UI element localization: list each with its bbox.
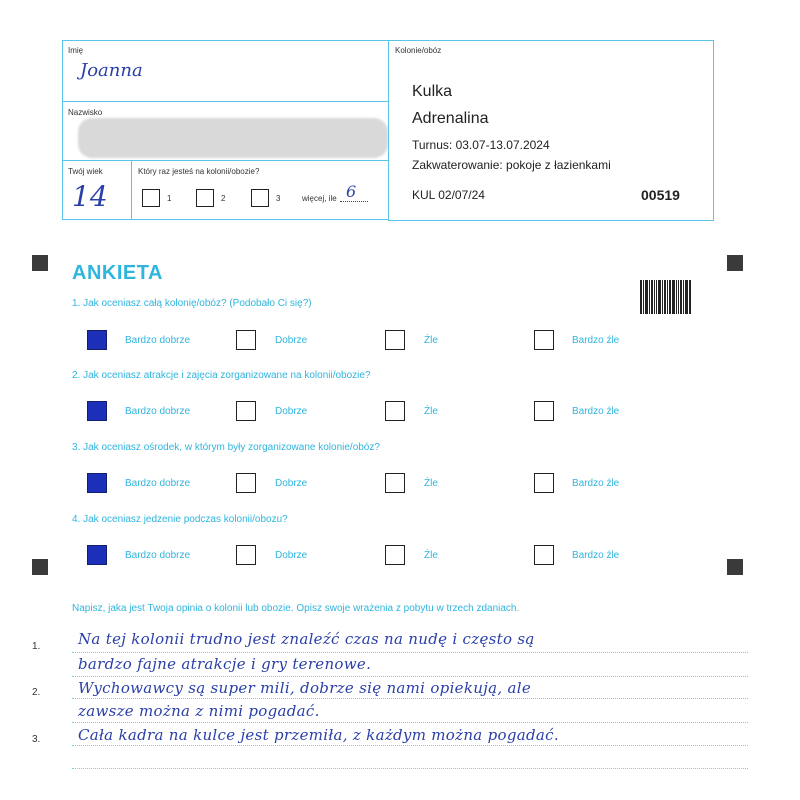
opinion-line-2[interactable]: bardzo fajne atrakcje i gry terenowe. (78, 655, 372, 673)
opinion-instruction: Napisz, jaka jest Twoja opinia o kolonii lub obozie. Opisz swoje wrażenia z pobytu w trzech zdaniach. (72, 603, 520, 614)
q4-option-zle[interactable] (385, 545, 405, 565)
more-dotline (340, 201, 368, 202)
question-2: 2. Jak oceniasz atrakcje i zajęcia zorganizowane na kolonii/obozie? (72, 370, 371, 381)
answer-line (72, 676, 748, 677)
opinion-line-3[interactable]: Wychowawcy są super mili, dobrze się nami opiekują, ale (78, 679, 532, 697)
opinion-line-1[interactable]: Na tej kolonii trudno jest znaleźć czas na nudę i często są (78, 630, 535, 648)
camp-code: KUL 02/07/24 (412, 188, 485, 202)
q3-label-zle: Źle (424, 478, 438, 489)
registration-mark-bottom-right (727, 559, 743, 575)
q1-option-bardzo-dobrze[interactable] (87, 330, 107, 350)
answer-line (72, 652, 748, 653)
q2-option-bardzo-dobrze[interactable] (87, 401, 107, 421)
q4-label-bardzo-zle: Bardzo źle (572, 550, 620, 561)
survey-title: ANKIETA (72, 262, 163, 284)
turnus-dates: Turnus: 03.07-13.07.2024 (412, 138, 550, 152)
q2-option-zle[interactable] (385, 401, 405, 421)
q4-label-zle: Źle (424, 550, 438, 561)
q4-option-dobrze[interactable] (236, 545, 256, 565)
q3-label-bardzo-dobrze: Bardzo dobrze (125, 478, 191, 489)
registration-mark-top-left (32, 255, 48, 271)
q4-option-bardzo-zle[interactable] (534, 545, 554, 565)
registration-mark-top-right (727, 255, 743, 271)
q1-label-zle: Źle (424, 335, 438, 346)
accommodation: Zakwaterowanie: pokoje z łazienkami (412, 158, 611, 172)
age-value[interactable]: 14 (72, 180, 108, 213)
q2-label-dobrze: Dobrze (275, 406, 308, 417)
question-1: 1. Jak oceniasz całą kolonię/obóz? (Podobało Ci się?) (72, 298, 312, 309)
q2-option-bardzo-zle[interactable] (534, 401, 554, 421)
name-value[interactable]: Joanna (80, 60, 143, 81)
opinion-line-5[interactable]: Cała kadra na kulce jest przemiła, z każdym można pogadać. (78, 726, 559, 744)
times-label: Który raz jesteś na kolonii/obozie? (138, 167, 260, 176)
line-number-1: 1. (32, 641, 41, 652)
q3-option-dobrze[interactable] (236, 473, 256, 493)
question-4: 4. Jak oceniasz jedzenie podczas kolonii/obozu? (72, 514, 288, 525)
q2-label-bardzo-dobrze: Bardzo dobrze (125, 406, 191, 417)
q2-label-zle: Źle (424, 406, 438, 417)
q1-label-bardzo-dobrze: Bardzo dobrze (125, 335, 191, 346)
camp-label: Kolonie/obóz (395, 46, 442, 55)
q1-option-dobrze[interactable] (236, 330, 256, 350)
more-value[interactable]: 6 (346, 182, 357, 201)
barcode (640, 280, 694, 314)
more-label: więcej, ile (302, 194, 337, 203)
q1-label-bardzo-zle: Bardzo źle (572, 335, 620, 346)
answer-line (72, 722, 748, 723)
answer-line (72, 768, 748, 769)
answer-line (72, 698, 748, 699)
question-3: 3. Jak oceniasz ośrodek, w którym były zorganizowane kolonie/obóz? (72, 442, 380, 453)
times-checkbox-1[interactable] (142, 189, 160, 207)
camp-name: Kulka (412, 83, 453, 100)
q3-option-bardzo-zle[interactable] (534, 473, 554, 493)
times-option-3: 3 (276, 194, 281, 203)
line-number-2: 2. (32, 687, 41, 698)
q3-label-bardzo-zle: Bardzo źle (572, 478, 620, 489)
q4-label-bardzo-dobrze: Bardzo dobrze (125, 550, 191, 561)
line-number-3: 3. (32, 734, 41, 745)
q1-option-bardzo-zle[interactable] (534, 330, 554, 350)
name-label: Imię (68, 46, 84, 55)
form-number: 00519 (641, 187, 680, 203)
q3-label-dobrze: Dobrze (275, 478, 308, 489)
q2-option-dobrze[interactable] (236, 401, 256, 421)
camp-program: Adrenalina (412, 110, 489, 127)
opinion-line-4[interactable]: zawsze można z nimi pogadać. (78, 702, 320, 720)
q1-label-dobrze: Dobrze (275, 335, 308, 346)
times-option-2: 2 (221, 194, 226, 203)
q3-option-zle[interactable] (385, 473, 405, 493)
registration-mark-bottom-left (32, 559, 48, 575)
q1-option-zle[interactable] (385, 330, 405, 350)
q4-option-bardzo-dobrze[interactable] (87, 545, 107, 565)
answer-line (72, 745, 748, 746)
surname-label: Nazwisko (68, 108, 103, 117)
times-option-1: 1 (167, 194, 172, 203)
surname-redaction (78, 118, 388, 158)
times-checkbox-2[interactable] (196, 189, 214, 207)
q3-option-bardzo-dobrze[interactable] (87, 473, 107, 493)
times-checkbox-3[interactable] (251, 189, 269, 207)
age-label: Twój wiek (68, 167, 103, 176)
q2-label-bardzo-zle: Bardzo źle (572, 406, 620, 417)
q4-label-dobrze: Dobrze (275, 550, 308, 561)
